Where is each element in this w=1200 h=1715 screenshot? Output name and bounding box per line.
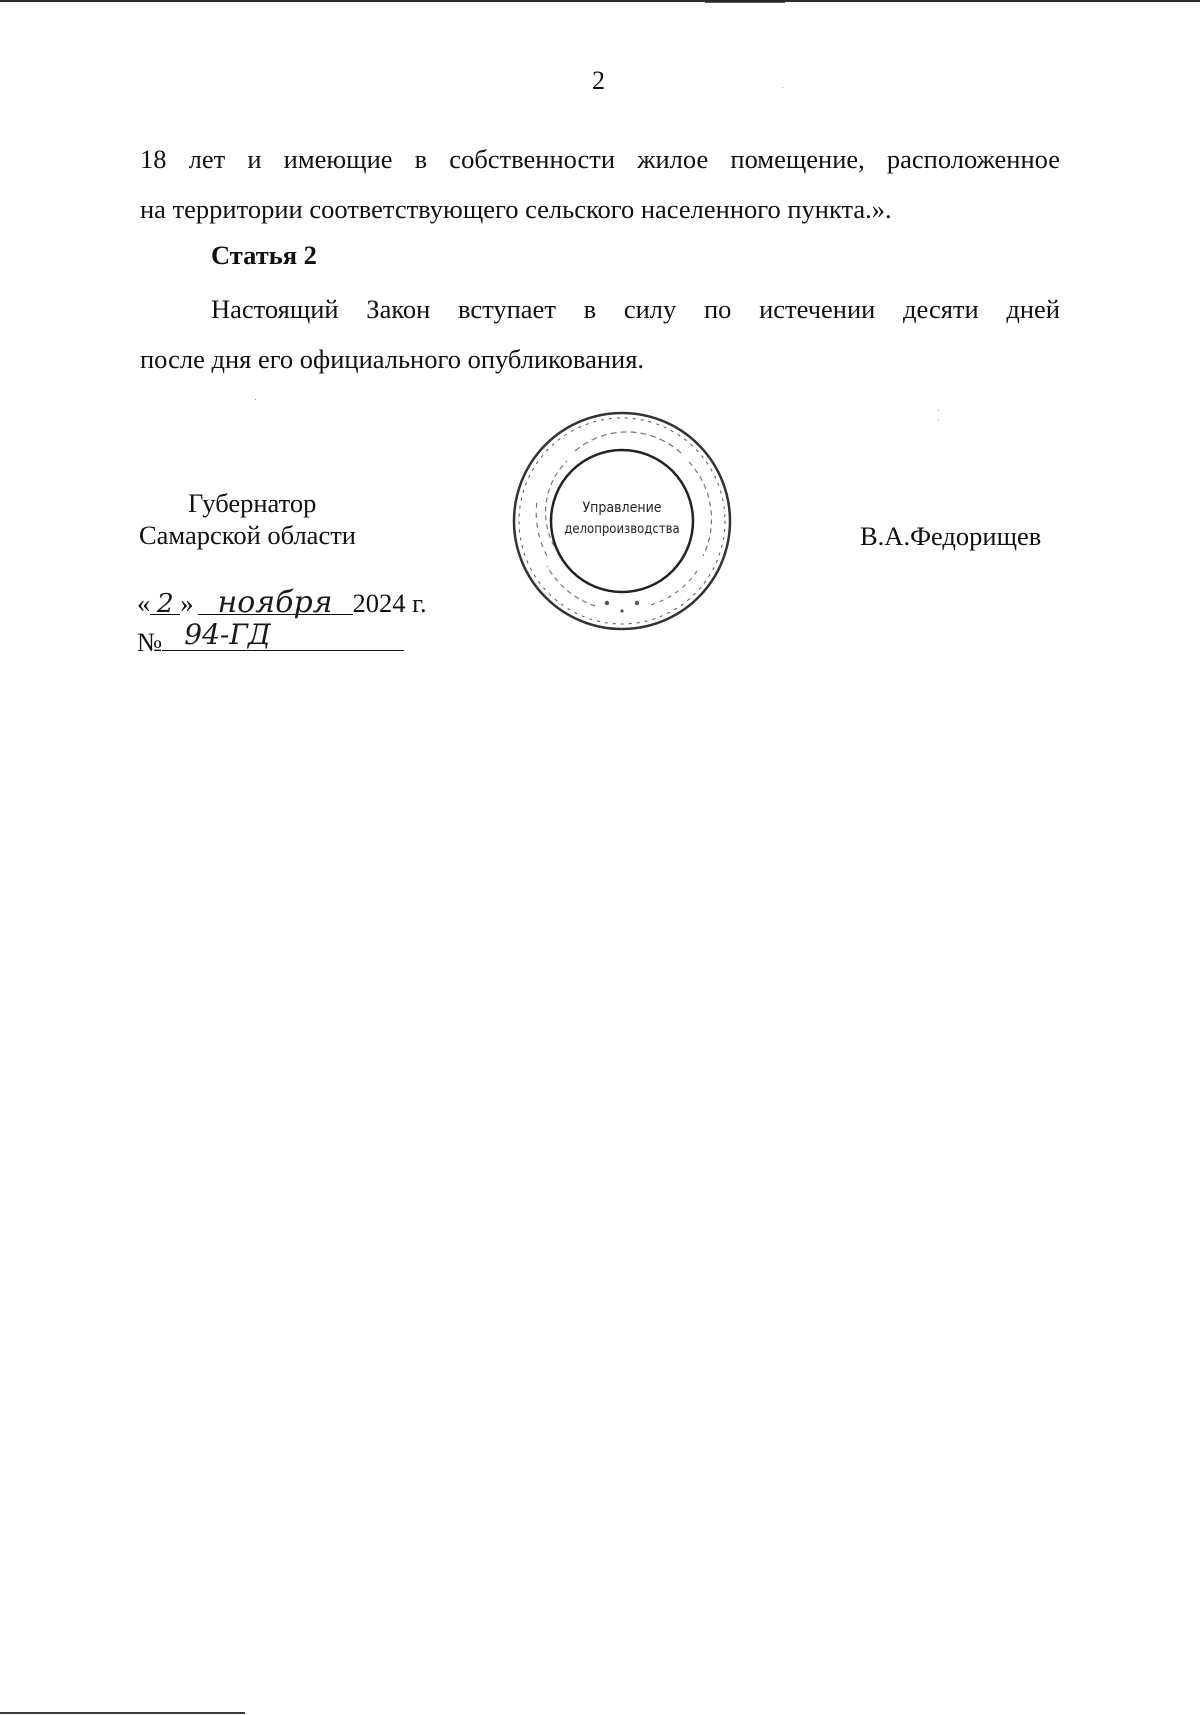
scan-edge-top [0, 0, 1200, 2]
handwritten-day: 2 [156, 588, 174, 619]
seal-text-line: делопроизводства [564, 522, 680, 537]
handwritten-month: ноября [217, 585, 333, 620]
date-close-quote: » [180, 588, 194, 618]
article-heading: Статья 2 [211, 240, 317, 270]
seal-inner-ring [551, 450, 693, 592]
law-number-field [162, 618, 404, 651]
article-2-text [140, 284, 1060, 384]
signatory-title-line: Самарской области [139, 520, 356, 550]
paragraph-line: на территории соответствующего сельского населенного пункта.». [140, 194, 892, 224]
paragraph-continuation [140, 134, 1060, 234]
scan-edge-bottom [0, 1712, 245, 1714]
signing-date [137, 585, 427, 620]
date-month-field [198, 585, 353, 620]
number-label: № [137, 627, 163, 657]
seal-text-line: Управление [582, 500, 662, 516]
date-day-field [150, 588, 180, 619]
seal-outer-ring [514, 413, 730, 629]
handwritten-number: 94-ГД [184, 618, 271, 651]
page-number: 2 [592, 66, 605, 95]
scan-artifact [705, 2, 785, 3]
law-number [137, 618, 404, 657]
scan-speck [938, 420, 939, 421]
scan-speck [938, 410, 939, 411]
paragraph-line: после дня его официального опубликования. [140, 344, 645, 374]
date-year: 2024 г. [352, 588, 427, 618]
seal-ring-lettering [536, 432, 711, 606]
paragraph-line: 18 лет и имеющие в собственности жилое помещение, расположенное [140, 144, 1060, 174]
signatory-title-line: Губернатор [188, 488, 317, 518]
official-seal [507, 406, 737, 636]
paragraph-line: Настоящий Закон вступает в силу по истечении десяти дней [211, 294, 1060, 324]
signatory-title [139, 487, 356, 551]
signer-name: В.А.Федорищев [860, 521, 1042, 551]
date-open-quote: « [137, 588, 151, 618]
seal-stars [605, 601, 639, 613]
scan-speck [255, 399, 256, 400]
